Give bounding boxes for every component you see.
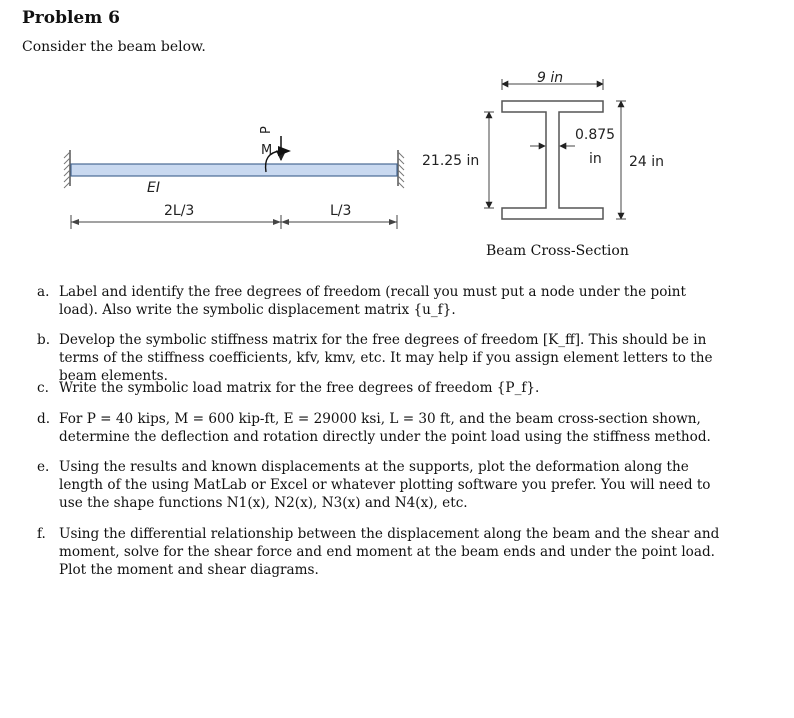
beam: [71, 164, 397, 176]
flange-width-label: 9 in: [537, 70, 564, 86]
i-beam-section: [502, 101, 603, 219]
web-thickness-unit: in: [589, 151, 602, 167]
question-label: b.: [37, 332, 51, 348]
problem-intro: Consider the beam below.: [22, 39, 206, 55]
question-label: f.: [37, 526, 46, 542]
total-depth-dimension: [616, 101, 626, 219]
right-fixed-support: [398, 150, 404, 188]
question-text: For P = 40 kips, M = 600 kip-ft, E = 29000 ksi, L = 30 ft, and the beam cross-section shown, determine the deflection and rotation directly under the point load using the stiffness method.: [59, 411, 711, 445]
web-depth-label: 21.25 in: [422, 153, 480, 169]
left-fixed-support: [64, 150, 70, 188]
question-text: Using the differential relationship between the displacement along the beam and the shear and moment, solve for the shear force and end moment at the beam ends and under the point load. Plot the moment and shear diagrams.: [59, 526, 720, 578]
question-label: c.: [37, 380, 49, 396]
ei-label: EI: [147, 180, 160, 196]
beam-figure: [0, 0, 794, 280]
left-span-label: 2L/3: [164, 203, 195, 219]
question-text: Using the results and known displacements at the supports, plot the deformation along the length of the using MatLab or Excel or whatever plotting software you prefer. You will need to use the shape functions N1(x), N2(x), N3(x) and N4(x), etc.: [59, 459, 711, 511]
question-label: a.: [37, 284, 50, 300]
load-m-label: M: [261, 143, 273, 158]
question-label: d.: [37, 411, 51, 427]
web-thickness-value: 0.875: [575, 127, 616, 143]
web-depth-dimension: [484, 112, 494, 208]
load-p-label: P: [259, 126, 274, 134]
problem-title: Problem 6: [22, 8, 120, 28]
question-label: e.: [37, 459, 50, 475]
question-text: Develop the symbolic stiffness matrix for the free degrees of freedom [K_ff]. This should be in terms of the stiffness coefficients, kfv, kmv, etc. It may help if you assign element letters to the beam elements.: [59, 332, 713, 384]
question-text: Label and identify the free degrees of freedom (recall you must put a node under the point load). Also write the symbolic displacement matrix {u_f}.: [59, 284, 686, 318]
right-span-label: L/3: [330, 203, 352, 219]
section-caption: Beam Cross-Section: [486, 243, 629, 259]
total-depth-label: 24 in: [629, 154, 665, 170]
question-text: Write the symbolic load matrix for the free degrees of freedom {P_f}.: [59, 380, 540, 396]
